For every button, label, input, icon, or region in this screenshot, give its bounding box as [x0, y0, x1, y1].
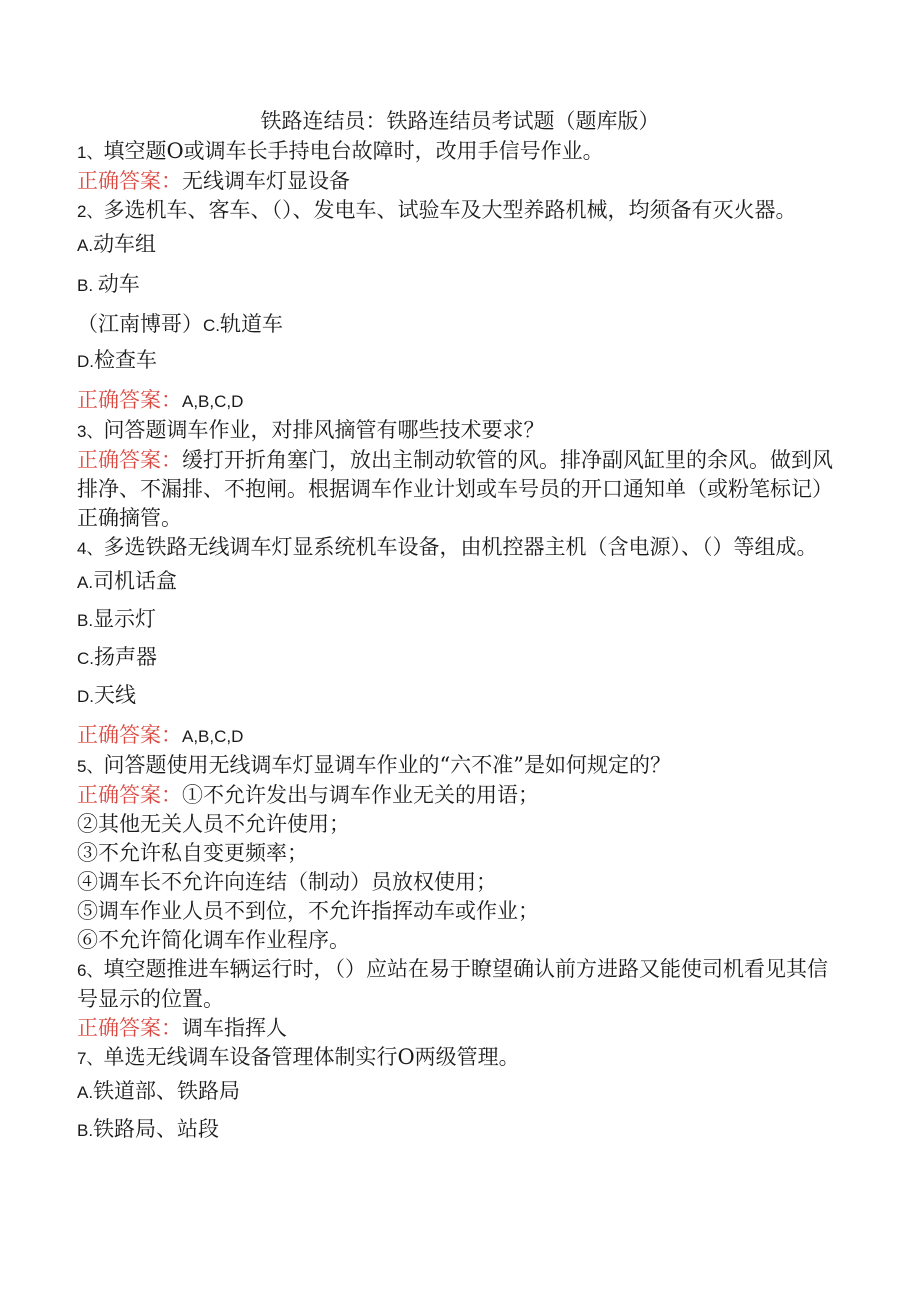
question-6 [77, 955, 837, 1014]
question-1 [77, 137, 837, 167]
option-d [77, 681, 837, 711]
question-text: 问答题使用无线调车灯显调车作业的“六不准”是如何规定的？ [103, 753, 671, 777]
question-5 [77, 751, 837, 781]
answer-label: 正确答案： [77, 169, 182, 193]
answer-text: 缓打开折角塞门，放出主制动软管的风。排净副风缸里的余风。做到风排净、不漏排、不抱闸。根据调车作业计划或车号员的开口通知单（或粉笔标记）正确摘管。 [77, 448, 833, 530]
question-3 [77, 416, 837, 446]
option-letter: A. [77, 236, 94, 255]
option-b [77, 605, 837, 635]
answer-label: 正确答案： [77, 783, 182, 807]
answer-4 [77, 721, 837, 751]
answer-label: 正确答案： [77, 1016, 182, 1040]
question-text: 单选无线调车设备管理体制实行O两级管理。 [103, 1045, 520, 1069]
question-text: 多选铁路无线调车灯显系统机车设备，由机控器主机（含电源）、（）等组成。 [103, 535, 818, 559]
option-letter: A. [77, 573, 94, 592]
question-number: 1、 [77, 143, 104, 162]
option-a [77, 567, 837, 597]
option-text: 扬声器 [94, 645, 157, 669]
question-text: 多选机车、客车、（）、发电车、试验车及大型养路机械，均须备有灭火器。 [103, 198, 797, 222]
option-letter: D. [77, 352, 94, 371]
answer-label: 正确答案： [77, 388, 182, 412]
answer-5-line-5: ⑤调车作业人员不到位，不允许指挥动车或作业； [77, 899, 539, 923]
document-title: 铁路连结员：铁路连结员考试题（题库版） [260, 109, 660, 133]
option-a [77, 1077, 837, 1107]
question-2 [77, 196, 837, 226]
question-7 [77, 1043, 837, 1073]
option-b [77, 1115, 837, 1145]
watermark-text: （江南博哥） [77, 312, 203, 336]
option-letter: B. [77, 611, 94, 630]
option-letter: C. [77, 649, 94, 668]
question-4 [77, 533, 837, 563]
option-letter: C. [203, 316, 220, 335]
answer-5-line-3: ③不允许私自变更频率； [77, 841, 308, 865]
option-letter: B. [77, 276, 98, 295]
answer-5-line-4: ④调车长不允许向连结（制动）员放权使用； [77, 870, 497, 894]
option-c [77, 643, 837, 673]
answer-2 [77, 386, 837, 416]
option-text: 铁路局、站段 [93, 1117, 220, 1141]
option-d [77, 346, 837, 376]
option-text: 轨道车 [220, 312, 283, 336]
question-number: 5、 [77, 757, 104, 776]
question-number: 2、 [77, 202, 104, 221]
option-text: 检查车 [94, 348, 157, 372]
answer-1 [77, 167, 837, 196]
answer-5-line-6: ⑥不允许简化调车作业程序。 [77, 928, 350, 952]
answer-text: 调车指挥人 [182, 1016, 287, 1040]
option-text: 天线 [94, 683, 136, 707]
question-number: 6、 [77, 961, 104, 980]
option-text: 铁道部、铁路局 [93, 1079, 241, 1103]
answer-text: ①不允许发出与调车作业无关的用语； [182, 783, 539, 807]
option-text: 动车 [97, 272, 140, 296]
option-a [77, 230, 837, 260]
answer-3 [77, 446, 837, 533]
question-number: 7、 [77, 1049, 104, 1068]
answer-label: 正确答案： [77, 448, 182, 472]
question-list [77, 137, 837, 1145]
question-text: 填空题O或调车长手持电台故障时，改用手信号作业。 [103, 139, 604, 163]
option-text: 动车组 [93, 232, 157, 256]
option-letter: D. [77, 687, 94, 706]
answer-text: A,B,C,D [182, 392, 244, 411]
question-text: 问答题调车作业，对排风摘管有哪些技术要求？ [103, 418, 545, 442]
question-text: 填空题推进车辆运行时，（）应站在易于瞭望确认前方进路又能使司机看见其信号显示的位置。 [77, 957, 828, 1011]
option-letter: A. [77, 1083, 94, 1102]
option-b [77, 270, 837, 300]
answer-5-line-2: ②其他无关人员不允许使用； [77, 812, 350, 836]
option-text: 司机话盒 [93, 569, 178, 593]
question-number: 4、 [77, 539, 104, 558]
answer-text: A,B,C,D [182, 727, 244, 746]
answer-label: 正确答案： [77, 723, 182, 747]
answer-5-line-1 [77, 781, 837, 810]
answer-text: 无线调车灯显设备 [182, 169, 350, 193]
answer-6 [77, 1014, 837, 1043]
option-c [77, 310, 837, 340]
option-text: 显示灯 [93, 607, 157, 631]
option-letter: B. [77, 1121, 94, 1140]
question-number: 3、 [77, 422, 104, 441]
